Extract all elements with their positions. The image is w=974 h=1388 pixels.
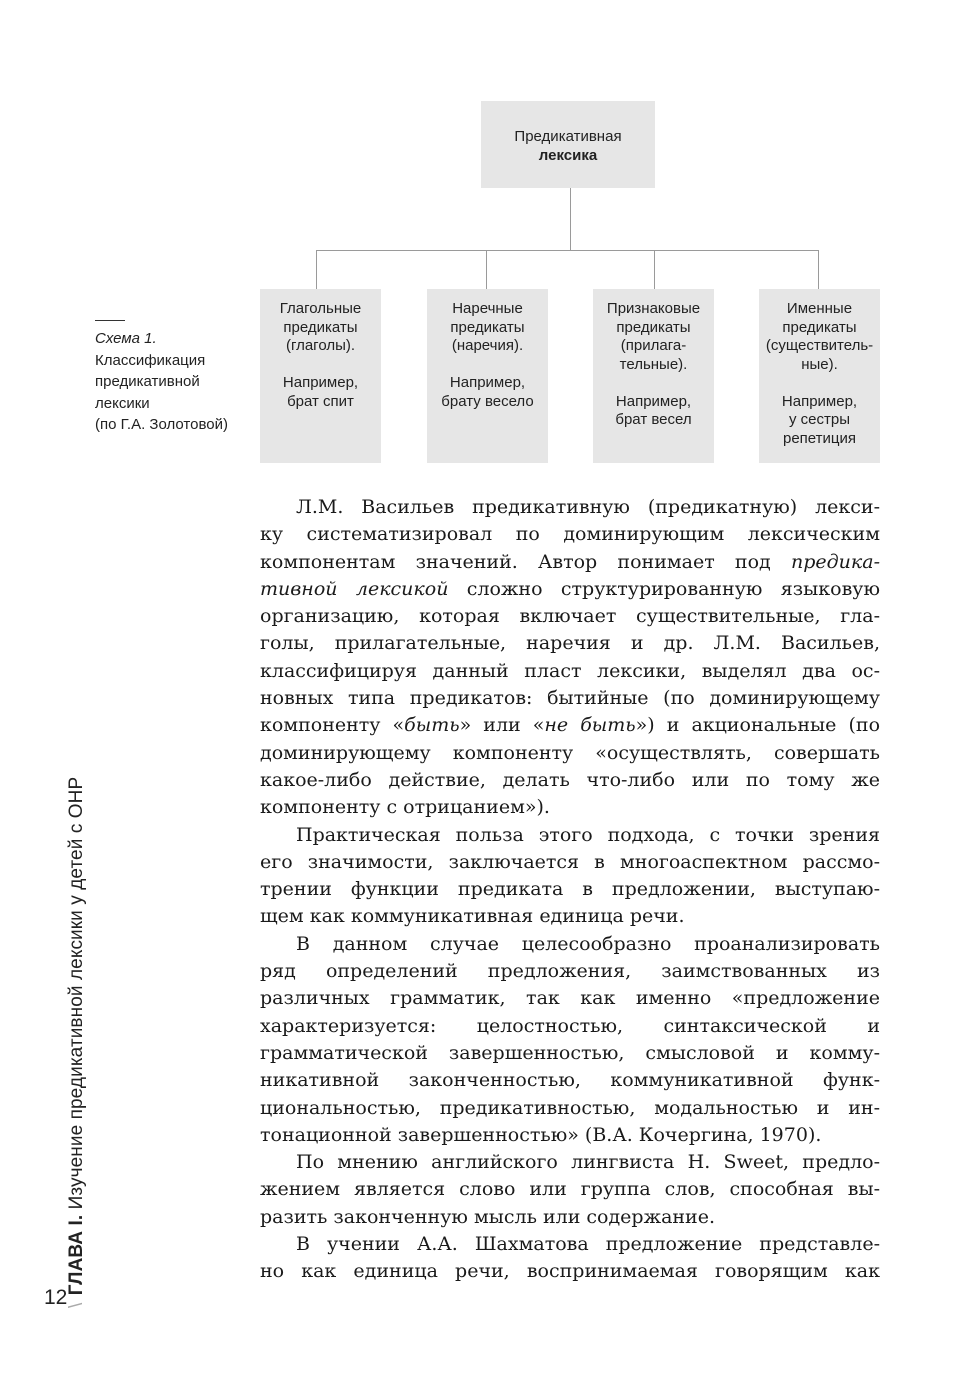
adverbial-predicates-box <box>427 289 548 463</box>
text-line: В учении А.А. Шахматова предложение представле- <box>296 1233 880 1256</box>
connector-root-vertical <box>570 188 571 250</box>
text-line: новных типа предикатов: бытийные (по доминирующему <box>260 687 880 710</box>
box-line: Именные <box>786 300 853 317</box>
text-line: какое-либо действие, делать что-либо или по тому же <box>260 768 880 791</box>
running-head-separator: \ <box>66 1302 87 1308</box>
italic-term: предика- <box>790 550 880 573</box>
text-line: Практическая польза этого подхода, с точки зрения <box>296 823 880 846</box>
diagram-root-box <box>481 101 655 188</box>
text-line: но как единица речи, воспринимаемая говорящим как <box>260 1260 880 1283</box>
text-line: никативной законченностью, коммуникативной функ- <box>260 1069 880 1092</box>
text-line: ку систематизировал по доминирующим лексическим <box>260 523 880 546</box>
italic-term: быть <box>404 714 460 737</box>
nominal-predicates-box <box>759 289 880 463</box>
box-line: предикаты <box>616 318 691 336</box>
text-line: классифицируя данный пласт лексики, выделял два ос- <box>260 659 880 682</box>
box-line: тельные). <box>619 355 688 373</box>
box-line: (существитель- <box>765 337 874 354</box>
box-line: Наречные <box>452 300 523 317</box>
box-line: Признаковые <box>606 300 701 317</box>
text-line: грамматической завершенностью, смысловой и комму- <box>260 1041 880 1064</box>
text-line: различных грамматик, так как именно «предложение <box>260 987 880 1010</box>
box-line: предикаты <box>450 318 525 336</box>
text-line: ряд определений предложения, заимствованных из <box>260 960 880 983</box>
connector-horizontal <box>316 250 819 251</box>
text-line: щем как коммуникативная единица речи. <box>260 905 685 928</box>
text-line: жением является слово или группа слов, способная вы- <box>260 1178 880 1201</box>
example-line: брат весел <box>615 411 692 428</box>
text-line: компоненту с отрицанием»). <box>260 796 550 819</box>
italic-term: не быть <box>544 714 636 737</box>
root-label-line1: Предикативная <box>514 128 622 145</box>
caption-rule <box>95 320 125 321</box>
text-line: По мнению английского лингвиста H. Sweet, предло- <box>296 1151 880 1174</box>
box-line: предикаты <box>782 318 857 336</box>
box-line: Глагольные <box>279 300 362 317</box>
running-head <box>66 777 88 1310</box>
box-line: ные). <box>801 355 838 373</box>
caption-label: Схема 1. <box>95 330 157 347</box>
caption-line: Классификация <box>95 351 206 369</box>
text-line: компонентам значений. Автор понимает под предика- <box>260 550 880 573</box>
example-line: Например, <box>615 392 692 410</box>
connector-branch-4 <box>818 250 819 289</box>
box-line: (наречия). <box>451 337 524 354</box>
example-line: Например, <box>449 374 526 391</box>
italic-term: тивной лексикой <box>260 577 449 600</box>
connector-branch-3 <box>654 250 655 289</box>
text-line: организацию, которая включает существительные, гла- <box>260 605 880 628</box>
chapter-label: ГЛАВА I. <box>66 1209 87 1296</box>
body-text <box>260 494 880 1286</box>
page-number: 12 <box>44 1286 68 1309</box>
text-line: доминирующему компоненту «осуществлять, совершать <box>260 741 880 764</box>
box-line: (прилага- <box>620 337 687 354</box>
example-line: Например, <box>781 392 858 410</box>
example-line: у сестры <box>788 411 850 428</box>
text-line: циональностью, предикативностью, модальностью и ин- <box>260 1096 880 1119</box>
connector-branch-1 <box>316 250 317 289</box>
chapter-title: Изучение предикативной лексики у детей с ОНР <box>66 776 87 1210</box>
text-line: В данном случае целесообразно проанализировать <box>296 932 880 955</box>
box-line: предикаты <box>283 318 358 336</box>
caption-line: (по Г.А. Золотовой) <box>95 416 228 433</box>
example-line: репетиция <box>783 429 856 447</box>
text-line: трении функции предиката в предложении, выступаю- <box>260 878 880 901</box>
caption-line: предикативной <box>95 373 200 390</box>
text-line: голы, прилагательные, наречия и др. Л.М. Васильев, <box>260 632 880 655</box>
example-line: Например, <box>282 374 359 391</box>
text-line: компоненту «быть» или «не быть») и акциональные (по <box>260 714 881 737</box>
root-label-line2: лексика <box>538 146 598 164</box>
example-line: брату весело <box>441 392 534 410</box>
connector-branch-2 <box>486 250 487 289</box>
example-line: брат спит <box>287 392 354 410</box>
text-line: тонационной завершенностью» (В.А. Кочергина, 1970). <box>260 1123 822 1146</box>
text-line: Л.М. Васильев предикативную (предикатную) лекси- <box>296 496 880 518</box>
figure-caption <box>95 328 255 436</box>
verbal-predicates-box <box>260 289 381 463</box>
attributive-predicates-box <box>593 289 714 463</box>
text-line: разить законченную мысль или содержание. <box>260 1205 716 1228</box>
caption-line: лексики <box>95 394 150 412</box>
text-line: характеризуется: целостностью, синтаксической и <box>260 1014 880 1037</box>
box-line: (глаголы). <box>285 337 356 354</box>
text-line: тивной лексикой сложно структурированную языковую <box>260 577 880 600</box>
text-line: его значимости, заключается в многоаспектном рассмо- <box>260 850 880 873</box>
